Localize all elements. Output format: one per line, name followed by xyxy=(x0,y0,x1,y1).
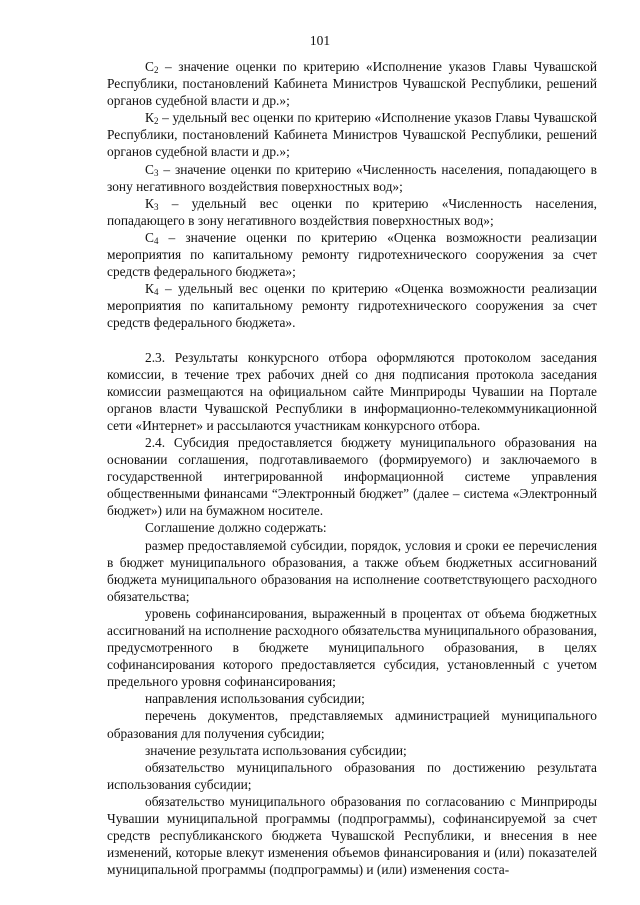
agreement-item: перечень документов, представляемых администрацией муниципального образования для получения субсидии; xyxy=(107,708,597,741)
document-body xyxy=(107,58,597,878)
agreement-item: обязательство муниципального образования по согласованию с Минприроды Чувашии муниципальной программы (подпрограммы), софинансируемой за счет средств республиканского бюджета Чувашской Республики, и внесения в нее изменений, которые влекут изменения объемов финансирования и (или) показателей муниципальной программы (подпрограммы) и (или) изменения соста- xyxy=(107,793,597,878)
section-2-3-paragraph: 2.3. Результаты конкурсного отбора оформляются протоколом заседания комиссии, в течение трех рабочих дней со дня подписания протокола заседания комиссии размещаются на официальном сайте Минприроды Чувашии на Портале органов власти Чувашской Республики в информационно-телекоммуникационной сети «Интернет» и рассылаются участникам конкурсного отбора. xyxy=(107,349,597,433)
page-number: 101 xyxy=(309,33,331,48)
agreement-item: размер предоставляемой субсидии, порядок, условия и сроки ее перечисления в бюджет муниципального образования, а также объем бюджетных ассигнований бюджета муниципального образования на исполнение соответствующего расходного обязательства; xyxy=(107,537,597,604)
agreement-item: направления использования субсидии; xyxy=(145,691,365,707)
agreement-item: значение результата использования субсидии; xyxy=(145,742,407,758)
criterion-c3: $С_3$ – значение оценки по критерию «Численность населения, попадающего в зону негативного воздействия поверхностных вод»; xyxy=(107,161,597,194)
criterion-c2: $С_2$ – значение оценки по критерию «Исполнение указов Главы Чувашской Республики, постановлений Кабинета Министров Чувашской Республики, решений органов судебной власти и др.»; xyxy=(107,59,597,109)
criterion-c4: $С_4$ – значение оценки по критерию «Оценка возможности реализации мероприятия по капитальному ремонту гидротехнического сооружения за счет средств федерального бюджета»; xyxy=(107,229,597,280)
section-2-4-paragraph: 2.4. Субсидия предоставляется бюджету муниципального образования на основании соглашения, подготавливаемого (формируемого) и заключаемого в государственной интегрированной информационной системе управления общественными финансами “Электронный бюджет” (далее – система «Электронный бюджет») или на бумажном носителе. xyxy=(107,434,597,519)
criterion-k4: $К_4$ – удельный вес оценки по критерию «Оценка возможности реализации мероприятия по капитальному ремонту гидротехнического сооружения за счет средств федерального бюджета». xyxy=(107,281,597,331)
criterion-k3: $К_3$ – удельный вес оценки по критерию «Численность населения, попадающего в зону негативного воздействия поверхностных вод»; xyxy=(107,195,597,228)
agreement-item: обязательство муниципального образования по достижению результата использования субсидии; xyxy=(107,759,597,792)
criterion-k2: $К_2$ – удельный вес оценки по критерию «Исполнение указов Главы Чувашской Республики, постановлений Кабинета Министров Чувашской Республики, решений органов судебной власти и др.»; xyxy=(107,110,597,160)
agreement-intro: Соглашение должно содержать: xyxy=(145,520,327,536)
agreement-item: уровень софинансирования, выраженный в процентах от объема бюджетных ассигнований на исполнение расходного обязательства муниципального образования, предусмотренного в бюджете муниципального образования, в целях софинансирования которого предоставляется субсидия, установленный с учетом предельного уровня софинансирования; xyxy=(107,605,597,690)
